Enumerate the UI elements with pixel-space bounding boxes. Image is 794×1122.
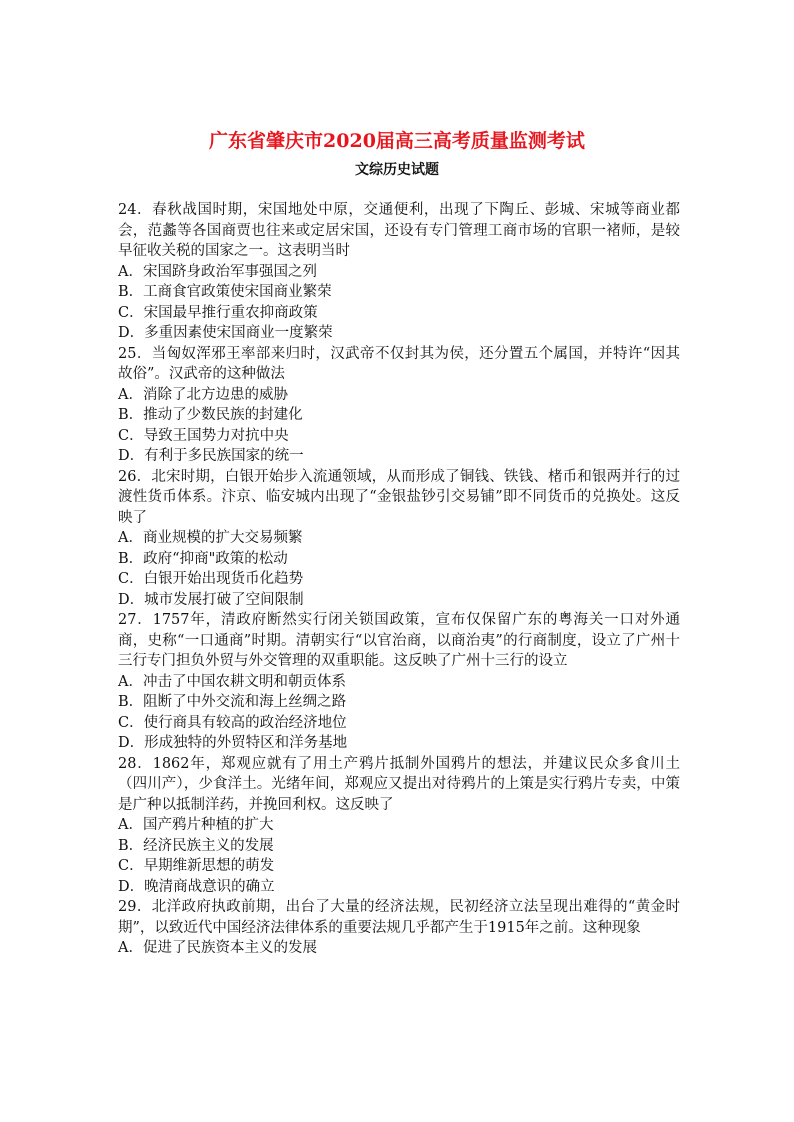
option-d: D．多重因素使宋国商业一度繁荣 [118,325,333,341]
option-list [118,262,680,344]
option-b: B．经济民族主义的发展 [118,837,274,854]
question-27 [118,610,680,754]
question-stem: 24．春秋战国时期，宋国地处中原，交通便利，出现了下陶丘、彭城、宋城等商业都会，范蠡等各国商贾也往来或定居宋国，还设有专门管理工商市场的官职一褚师，是较早征收关税的国家之一。这表明当时 [118,202,680,259]
option-b: B．工商食官政策使宋国商业繁荣 [118,284,332,300]
question-28 [118,754,680,898]
question-stem: 25．当匈奴浑邪王率部来归时，汉武帝不仅封其为侯，还分置五个属国，并特许“因其故俗”。汉武帝的这种做法 [118,345,680,382]
option-a: A．促进了民族资本主义的发展 [118,940,317,956]
option-c: C．宋国最早推行重农抑商政策 [118,304,318,321]
option-c: C．白银开始出现货币化趋势 [118,571,304,587]
option-c: C．导致王国势力对抗中央 [118,427,289,444]
option-list [118,528,680,610]
question-25 [118,344,680,467]
option-b: B．推动了少数民族的封建化 [118,407,303,423]
question-stem: 27．1757年，清政府断然实行闭关锁国政策，宣布仅保留广东的粤海关一口对外通商，史称“一口通商”时期。清朝实行“以官治商，以商治夷”的行商制度，设立了广州十三行专门担负外贸与外交管理的双重职能。这反映了广州十三行的设立 [118,612,680,669]
option-list [118,385,680,467]
question-stem: 29．北洋政府执政前期，出台了大量的经济法规，民初经济立法呈现出难得的“黄金时期”，以致近代中国经济法律体系的重要法规几乎都产生于1915年之前。这种现象 [118,899,680,936]
option-b: B．政府“抑商"政策的松动 [118,550,288,567]
option-b: B．阻断了中外交流和海上丝绸之路 [118,694,347,710]
option-list [118,938,680,959]
option-a: A．消除了北方边患的威胁 [118,386,288,403]
question-29 [118,897,680,959]
question-list [118,200,680,959]
option-a: A．商业规模的扩大交易频繁 [118,530,303,546]
question-stem: 26．北宋时期，白银开始步入流通领域，从而形成了铜钱、铁钱、楮币和银两并行的过渡性货币体系。汴京、临安城内出现了“金银盐钞引交易铺”即不同货币的兑换处。这反映了 [118,468,680,526]
question-stem: 28．1862年，郑观应就有了用土产鸦片抵制外国鸦片的想法，并建议民众多食川土（四川产），少食洋土。光绪年间，郑观应又提出对待鸦片的上策是实行鸦片专卖，中策是广种以抵制洋药，并挽回利权。这反映了 [118,755,680,813]
option-list [118,815,680,897]
document-title: 广东省肇庆市2020届高三高考质量监测考试 [209,130,585,152]
question-24 [118,200,680,344]
option-d: D．形成独特的外贸特区和洋务基地 [118,735,348,751]
question-26 [118,467,680,611]
option-a: A．冲击了中国农耕文明和朝贡体系 [118,673,346,690]
option-a: A．宋国跻身政治军事强国之列 [118,263,317,280]
document-subtitle: 文综历史试题 [355,162,439,178]
option-list [118,672,680,754]
option-d: D．晚清商战意识的确立 [118,878,275,895]
option-a: A．国产鸦片种植的扩大 [118,817,274,833]
option-c: C．使行商具有较高的政治经济地位 [118,714,347,731]
option-d: D．有利于多民族国家的统一 [118,448,304,464]
option-d: D．城市发展打破了空间限制 [118,591,304,608]
option-c: C．早期维新思想的萌发 [118,858,275,874]
